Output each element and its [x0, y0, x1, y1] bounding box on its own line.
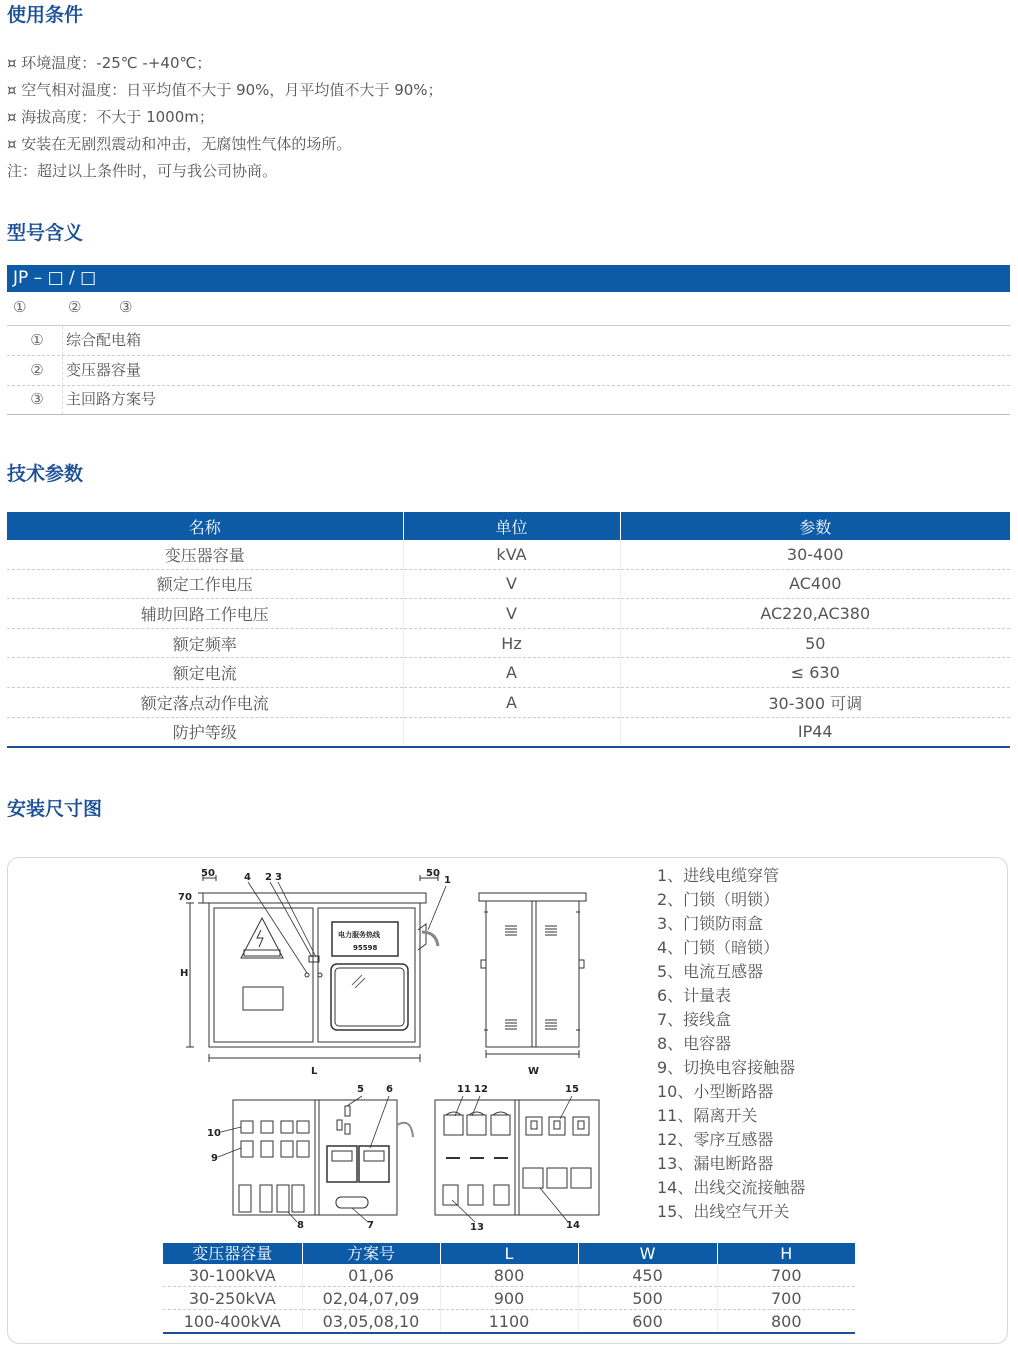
dim-label: 50 — [426, 868, 440, 879]
legend-item: 6、计量表 — [657, 986, 732, 1005]
legend-item: 8、电容器 — [657, 1034, 732, 1053]
meaning-num: ② — [30, 361, 44, 379]
callout-number: 7 — [367, 1220, 374, 1231]
param-value: AC220,AC380 — [620, 599, 1010, 629]
callout-number: 2 — [265, 872, 272, 883]
param-name: 额定频率 — [7, 628, 403, 658]
param-unit: A — [403, 687, 620, 717]
legend-item: 15、出线空气开关 — [657, 1202, 790, 1221]
install-legend — [657, 864, 805, 1224]
condition-note: 注：超过以上条件时，可与我公司协商。 — [7, 162, 278, 180]
sign-number: 95598 — [353, 944, 378, 952]
conditions-title: 使用条件 — [7, 4, 84, 26]
condition-item: ¤ 环境温度：-25℃ -+40℃； — [7, 54, 212, 72]
dimension-cell: 800 — [717, 1310, 855, 1334]
meaning-text: 变压器容量 — [66, 361, 142, 379]
param-unit: V — [403, 569, 620, 599]
model-title: 型号含义 — [7, 222, 84, 244]
dimension-cell: 1100 — [440, 1310, 578, 1334]
param-name: 额定工作电压 — [7, 569, 403, 599]
callout-number: 5 — [357, 1084, 364, 1095]
callout-number: 3 — [275, 872, 282, 883]
param-name: 额定落点动作电流 — [7, 687, 403, 717]
dimension-header-row — [163, 1243, 855, 1264]
dimension-cell: 02,04,07,09 — [302, 1287, 440, 1310]
dimension-header: 变压器容量 — [163, 1243, 302, 1264]
params-header: 单位 — [403, 512, 620, 540]
param-name: 辅助回路工作电压 — [7, 599, 403, 629]
dimension-header: 方案号 — [302, 1243, 440, 1264]
callout-number: 6 — [386, 1084, 393, 1095]
condition-item: ¤ 空气相对温度：日平均值不大于 90%，月平均值不大于 90%； — [7, 81, 443, 99]
param-value: 50 — [620, 628, 1010, 658]
legend-item: 7、接线盒 — [657, 1010, 732, 1029]
legend-item: 4、门锁（暗锁） — [657, 938, 780, 957]
model-marker: ② — [68, 298, 82, 316]
dim-label: 50 — [201, 868, 215, 879]
dim-label: H — [180, 968, 189, 979]
dim-label: 70 — [178, 892, 192, 903]
meaning-num: ① — [30, 331, 44, 349]
dimension-cell: 600 — [578, 1310, 717, 1334]
param-unit: A — [403, 658, 620, 688]
dimension-header: W — [578, 1243, 717, 1264]
legend-item: 10、小型断路器 — [657, 1082, 774, 1101]
param-value: 30-400 — [620, 540, 1010, 569]
param-value: IP44 — [620, 717, 1010, 747]
dimension-cell: 01,06 — [302, 1264, 440, 1287]
param-name: 变压器容量 — [7, 540, 403, 569]
dimension-header: H — [717, 1243, 855, 1264]
table-row — [163, 1310, 855, 1334]
callout-number: 11 — [457, 1084, 471, 1095]
dimension-table — [163, 1243, 855, 1334]
legend-item: 1、进线电缆穿管 — [657, 866, 780, 885]
dimension-cell: 03,05,08,10 — [302, 1310, 440, 1334]
callout-number: 1 — [444, 875, 451, 886]
condition-item: ¤ 安装在无剧烈震动和冲击，无腐蚀性气体的场所。 — [7, 135, 352, 153]
table-row — [163, 1264, 855, 1287]
callout-number: 10 — [207, 1128, 221, 1139]
param-value: 30-300 可调 — [620, 687, 1010, 717]
dimension-cell: 100-400kVA — [163, 1310, 302, 1334]
legend-item: 2、门锁（明锁） — [657, 890, 780, 909]
param-name: 额定电流 — [7, 658, 403, 688]
param-unit: Hz — [403, 628, 620, 658]
dimension-cell: 800 — [440, 1264, 578, 1287]
install-title: 安装尺寸图 — [7, 798, 103, 820]
legend-item: 5、电流互感器 — [657, 962, 764, 981]
params-title: 技术参数 — [7, 463, 84, 485]
dim-label: W — [528, 1066, 540, 1077]
legend-item: 11、隔离开关 — [657, 1106, 758, 1125]
dimension-cell: 30-100kVA — [163, 1264, 302, 1287]
meaning-text: 综合配电箱 — [66, 331, 142, 349]
dimension-header: L — [440, 1243, 578, 1264]
dimension-cell: 700 — [717, 1264, 855, 1287]
legend-item: 12、零序互感器 — [657, 1130, 774, 1149]
model-marker: ① — [13, 298, 27, 316]
dimension-cell: 700 — [717, 1287, 855, 1310]
dim-label: L — [311, 1066, 318, 1077]
callout-number: 9 — [211, 1153, 218, 1164]
model-marker: ③ — [119, 298, 133, 316]
dimension-cell: 900 — [440, 1287, 578, 1310]
model-code-bar: JP – □ / □ — [7, 265, 1010, 292]
callout-number: 15 — [565, 1084, 579, 1095]
callout-number: 14 — [566, 1220, 580, 1231]
param-name: 防护等级 — [7, 717, 403, 747]
param-unit: kVA — [403, 540, 620, 569]
sign-title: 电力服务热线 — [338, 931, 380, 939]
legend-item: 3、门锁防雨盒 — [657, 914, 764, 933]
legend-item: 14、出线交流接触器 — [657, 1178, 806, 1197]
legend-item: 13、漏电断路器 — [657, 1154, 774, 1173]
params-header: 名称 — [7, 512, 403, 540]
callout-number: 13 — [470, 1222, 484, 1233]
params-header: 参数 — [620, 512, 1010, 540]
table-row — [163, 1287, 855, 1310]
dimension-cell: 30-250kVA — [163, 1287, 302, 1310]
callout-number: 4 — [244, 872, 251, 883]
callout-number: 8 — [297, 1220, 304, 1231]
condition-item: ¤ 海拔高度：不大于 1000m； — [7, 108, 214, 126]
param-unit: V — [403, 599, 620, 629]
legend-item: 9、切换电容接触器 — [657, 1058, 796, 1077]
dimension-cell: 450 — [578, 1264, 717, 1287]
meaning-text: 主回路方案号 — [66, 390, 157, 408]
param-value: AC400 — [620, 569, 1010, 599]
callout-number: 12 — [474, 1084, 488, 1095]
param-value: ≤ 630 — [620, 658, 1010, 688]
dimension-cell: 500 — [578, 1287, 717, 1310]
meaning-num: ③ — [30, 390, 44, 408]
